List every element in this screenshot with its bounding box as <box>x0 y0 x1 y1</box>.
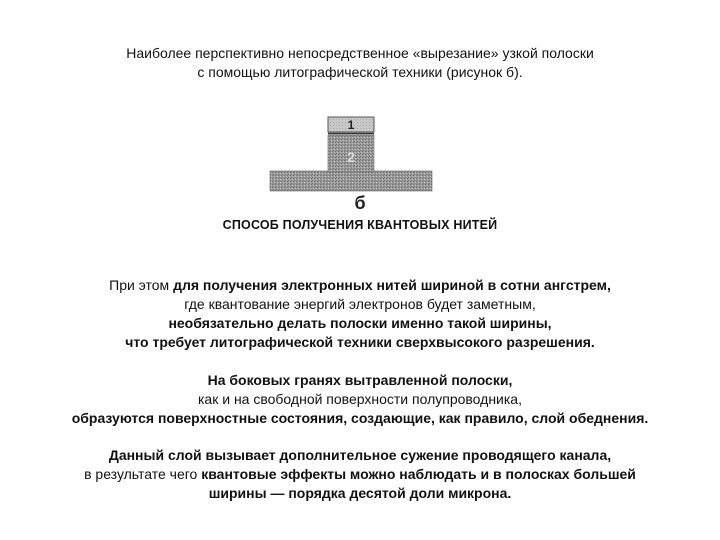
paragraph-2-line-1: На боковых гранях вытравленной полоски, <box>207 372 513 388</box>
paragraph-1-line-2: где квантование энергий электронов будет заметным, <box>184 296 536 312</box>
paragraph-2-line-3: образуются поверхностные состояния, создающие, как правило, слой обеднения. <box>71 410 649 426</box>
paragraph-2 <box>10 371 710 428</box>
paragraph-3-line-3: ширины — порядка десятой доли микрона. <box>208 485 512 501</box>
paragraph-1-line-1 <box>10 276 710 295</box>
paragraph-3-line-2-lead: в результате чего <box>84 466 202 482</box>
paragraph-2-line-2: как и на свободной поверхности полупроводника, <box>198 391 522 407</box>
substrate-base <box>270 171 432 191</box>
paragraph-3-line-2 <box>10 465 710 484</box>
paragraph-1-line-3: необязательно делать полоски именно такой ширины, <box>168 315 552 331</box>
paragraph-1-line-1-bold: для получения электронных нитей шириной в сотни ангстрем, <box>173 277 611 293</box>
paragraph-3-line-1: Данный слой вызывает дополнительное сужение проводящего канала, <box>108 447 612 463</box>
layer-2-label: 2 <box>347 149 355 165</box>
intro-line-2: с помощью литографической техники (рисунок б). <box>197 64 523 80</box>
intro-text <box>60 44 660 82</box>
paragraph-1-line-4: что требует литографической техники сверхвысокого разрешения. <box>125 334 595 350</box>
layer-1-label: 1 <box>347 118 355 132</box>
paragraph-3-line-2-bold: квантовые эффекты можно наблюдать и в полосках большей <box>201 466 636 482</box>
paragraph-1 <box>10 276 710 352</box>
figure-letter: б <box>354 193 366 213</box>
figure-caption: СПОСОБ ПОЛУЧЕНИЯ КВАНТОВЫХ НИТЕЙ <box>222 218 498 232</box>
paragraph-1-line-1-lead: При этом <box>109 277 174 293</box>
intro-line-1: Наиболее перспективно непосредственное «вырезание» узкой полоски <box>126 45 594 61</box>
paragraph-3 <box>10 446 710 503</box>
